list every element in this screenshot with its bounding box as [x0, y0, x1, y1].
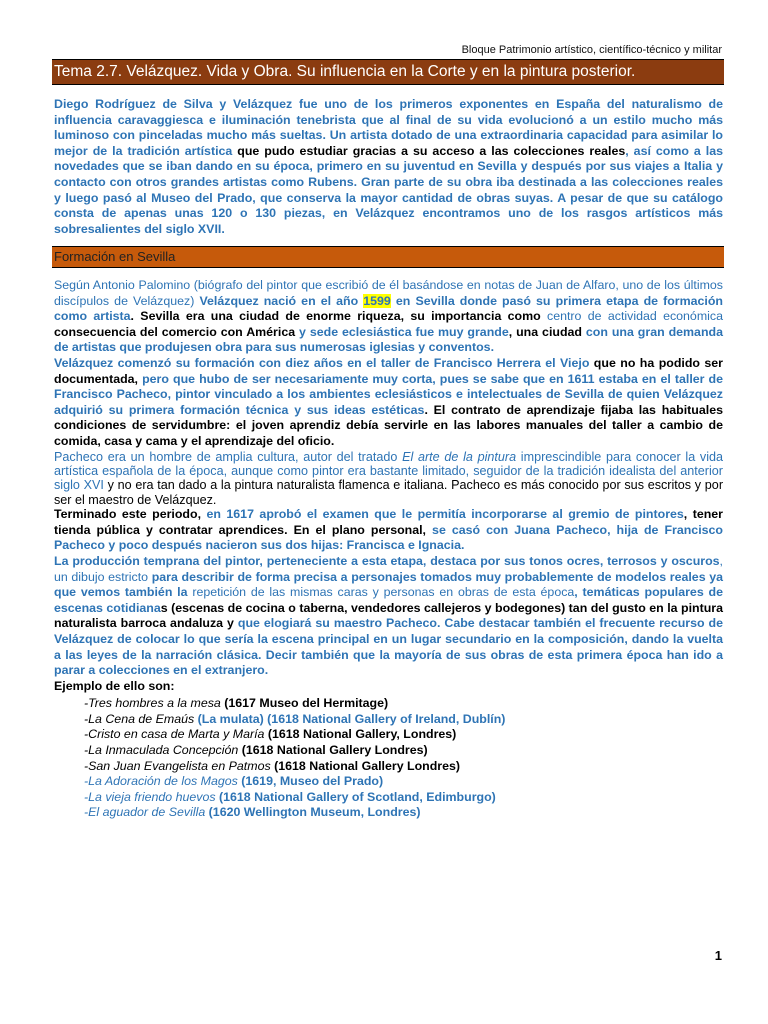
text-run: , una ciudad	[508, 324, 586, 339]
text-run: en Sevilla donde pasó su primera etapa de formación como artista	[54, 293, 724, 324]
artwork-meta: (La mulata) (1618 National Gallery of Ireland, Dublín)	[194, 711, 506, 726]
text-run: se casó con Juana Pacheco, hija de Francisco Pacheco y poco después nacieron sus dos hijas: Francisca e Ignacia.	[54, 522, 723, 553]
text-run: que no ha podido ser documentada,	[54, 355, 723, 386]
text-run: en 1617 aprobó el examen que le permitía incorporarse al gremio de pintores	[206, 507, 684, 522]
artwork-title: -San Juan Evangelista en Patmos	[84, 758, 271, 773]
intro-text: Diego Rodríguez de Silva y Velázquez	[54, 97, 293, 111]
highlighted-year: 1599	[363, 293, 391, 308]
artwork-meta: (1618 National Gallery, Londres)	[264, 727, 457, 742]
text-run: repetición de las mismas caras y personas en obras de esta época	[192, 585, 575, 600]
section-heading: Formación en Sevilla	[54, 249, 176, 264]
text-run: con una gran demanda de artistas que produjesen obra para sus numerosas iglesias y conventos.	[54, 324, 723, 355]
text-run: que elogiará su maestro Pacheco	[237, 616, 437, 631]
page-title: Tema 2.7. Velázquez. Vida y Obra. Su influencia en la Corte y en la pintura posterior.	[54, 63, 636, 80]
artwork-title: -El aguador de Sevilla	[84, 805, 206, 820]
text-run: para describir de forma precisa a personajes tomados muy probablemente de modelos reales ya que vemos también la	[54, 569, 723, 600]
examples-label: Ejemplo de ello son:	[54, 678, 175, 693]
text-run: . Sevilla era una ciudad de enorme riqueza, su importancia como	[130, 309, 548, 324]
paragraph-training	[54, 356, 723, 450]
list-item	[84, 805, 723, 821]
text-run: imprescindible para conocer la vida artística española de la época, aunque como pintor era bastante limitado, seguidor de la tradición idealista del anterior siglo XVI	[54, 449, 724, 493]
text-run: y no era tan dado a la pintura naturalista flamenca e italiana. Pacheco es más conocido por sus escritos y por ser el maestro de Velázquez.	[54, 478, 724, 507]
intro-text: que pudo estudiar gracias a su acceso a las colecciones reales	[232, 143, 626, 158]
paragraph-guild	[54, 507, 723, 554]
section-body	[54, 278, 723, 821]
title-bar	[52, 59, 724, 85]
page-number: 1	[714, 948, 722, 963]
text-run: s (escenas de cocina o taberna, vendedores callejeros y bodegones) tan del gusto en la pintura naturalista barroca andaluza y	[54, 600, 724, 631]
text-run: , un dibujo estricto	[54, 553, 723, 584]
text-run: , tener tienda pública y contratar aprendices. En el plano personal,	[54, 507, 723, 537]
artwork-title: -Cristo en casa de Marta y María	[84, 727, 265, 742]
text-run: , temáticas populares de escenas cotidiana	[54, 585, 723, 615]
text-run: consecuencia del comercio con América	[54, 324, 300, 339]
artwork-meta: (1618 National Gallery of Scotland, Edimburgo)	[215, 789, 496, 804]
list-item	[84, 727, 723, 743]
text-run: La producción temprana del pintor, perteneciente a esta etapa, destaca por sus tonos ocres, terrosos y oscuros	[54, 553, 720, 568]
list-item	[84, 774, 723, 790]
artwork-title: -La Cena de Emaús	[84, 711, 195, 726]
text-run: Pacheco era un hombre de amplia cultura, autor del tratado	[54, 449, 403, 464]
text-run: . El contrato de aprendizaje fijaba las habituales condiciones de servidumbre: el joven aprendiz debía servirle en las labores manuales del taller a cambio de comida, casa y cama y el aprendizaje del oficio.	[54, 402, 723, 448]
artwork-title: -La Adoración de los Magos	[84, 774, 238, 789]
artwork-meta: (1618 National Gallery Londres)	[238, 743, 428, 758]
paragraph-early-style	[54, 554, 723, 679]
paragraph-birth	[54, 278, 723, 356]
text-run: Velázquez comenzó su formación con diez años en el taller de Francisco Herrera el Viejo	[54, 355, 590, 370]
text-run: Velázquez nació en el año	[199, 293, 364, 308]
artwork-meta: (1620 Wellington Museum, Londres)	[205, 805, 421, 820]
text-run: . Cabe destacar también el frecuente recurso de Velázquez de colocar lo que sería la escena principal en un lugar secundario en la composición, dando la vuelta a las leyes de la narración clásica. Decir también que la mayoría de sus obras de esta primera época han ido a parar a colecciones en el extranjero.	[54, 616, 723, 678]
paragraph-pacheco	[54, 450, 723, 508]
intro-text: fue uno de los primeros exponentes en España del naturalismo de influencia caravaggiesca e iluminación tenebrista que al final de su vida evolucionó a un estilo mucho más luminoso con pinceladas mucho más sueltas. Un artista dotado de una extraordinaria capacidad para asimilar lo mejor de la tradición artística	[54, 97, 723, 158]
list-item	[84, 696, 723, 712]
treatise-title: El arte de la pintura	[402, 449, 517, 464]
artwork-meta: (1619, Museo del Prado)	[237, 774, 384, 789]
list-item	[84, 712, 723, 728]
intro-text: , así como a las novedades que se iban dando en su época, primero en su juventud en Sevilla y después por sus viajes a Italia y contacto con otros grandes artistas como Rubens. Gran parte de su obra iba destinada a las colecciones reales y luego pasó al Museo del Prado, que conserva la mayor cantidad de obras suyas. A pesar de que su catálogo consta de apenas unas 120 o 130 piezas, en Velázquez encontramos uno de los rasgos artísticos más sobresalientes del siglo XVII.	[54, 143, 723, 236]
text-run: Según Antonio Palomino (biógrafo del pintor que escribió de él basándose en notas de Juan de Alfaro, uno de los últimos discípulos de Velázquez)	[54, 278, 723, 308]
text-run: pero que hubo de ser necesariamente muy corta, pues se sabe que en 1611 estaba en el taller de Francisco Pacheco, pintor vinculado a los ambientes eclesiásticos e intelectuales de Sevilla de quien Velázquez adquirió su primera formación técnica y sus ideas estéticas	[54, 371, 724, 417]
artwork-meta: (1618 National Gallery Londres)	[270, 758, 461, 773]
artwork-title: -La vieja friendo huevos	[84, 789, 216, 804]
artwork-meta: (1617 Museo del Hermitage)	[220, 696, 389, 711]
examples-list	[84, 696, 723, 821]
intro-paragraph	[54, 97, 723, 237]
list-item	[84, 790, 723, 806]
section-heading-bar	[52, 246, 724, 268]
list-item	[84, 743, 723, 759]
artwork-title: -Tres hombres a la mesa	[84, 696, 221, 711]
artwork-title: -La Inmaculada Concepción	[84, 743, 239, 758]
list-item	[84, 759, 723, 775]
text-run: Terminado este periodo,	[54, 507, 207, 522]
text-run: y sede eclesiástica fue muy grande	[299, 324, 509, 339]
running-head: Bloque Patrimonio artístico, científico-técnico y militar	[461, 44, 722, 56]
text-run: centro de actividad económica	[547, 309, 723, 324]
